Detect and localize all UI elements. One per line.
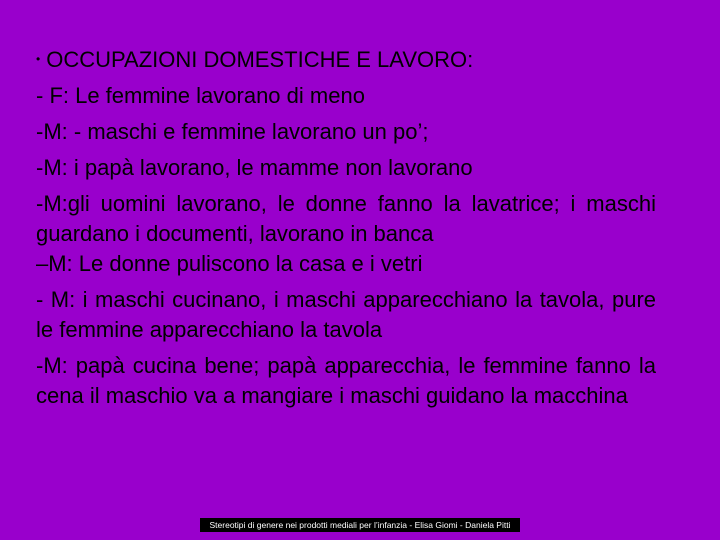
bullet-icon: • (36, 52, 41, 67)
paragraph-4: -M:gli uomini lavorano, le donne fanno la lavatrice; i maschi guardano i documenti, lavorano in banca (36, 191, 656, 246)
footer-credit: Stereotipi di genere nei prodotti mediali per l’infanzia - Elisa Giomi - Daniela Pitti (200, 518, 520, 532)
slide-heading (36, 42, 473, 79)
paragraph-6: - M: i maschi cucinano, i maschi apparecchiano la tavola, pure le femmine apparecchiano la tavola (36, 287, 656, 342)
paragraph-2: -M: - maschi e femmine lavorano un po’; (36, 119, 429, 144)
paragraph-1: - F: Le femmine lavorano di meno (36, 83, 365, 108)
paragraph-5: –M: Le donne puliscono la casa e i vetri (36, 251, 423, 276)
heading-text: OCCUPAZIONI DOMESTICHE E LAVORO: (46, 47, 474, 72)
paragraph-3: -M: i papà lavorano, le mamme non lavorano (36, 155, 473, 180)
paragraph-7: -M: papà cucina bene; papà apparecchia, le femmine fanno la cena il maschio va a mangiare i maschi guidano la macchina (36, 353, 656, 408)
slide-body (36, 81, 656, 417)
